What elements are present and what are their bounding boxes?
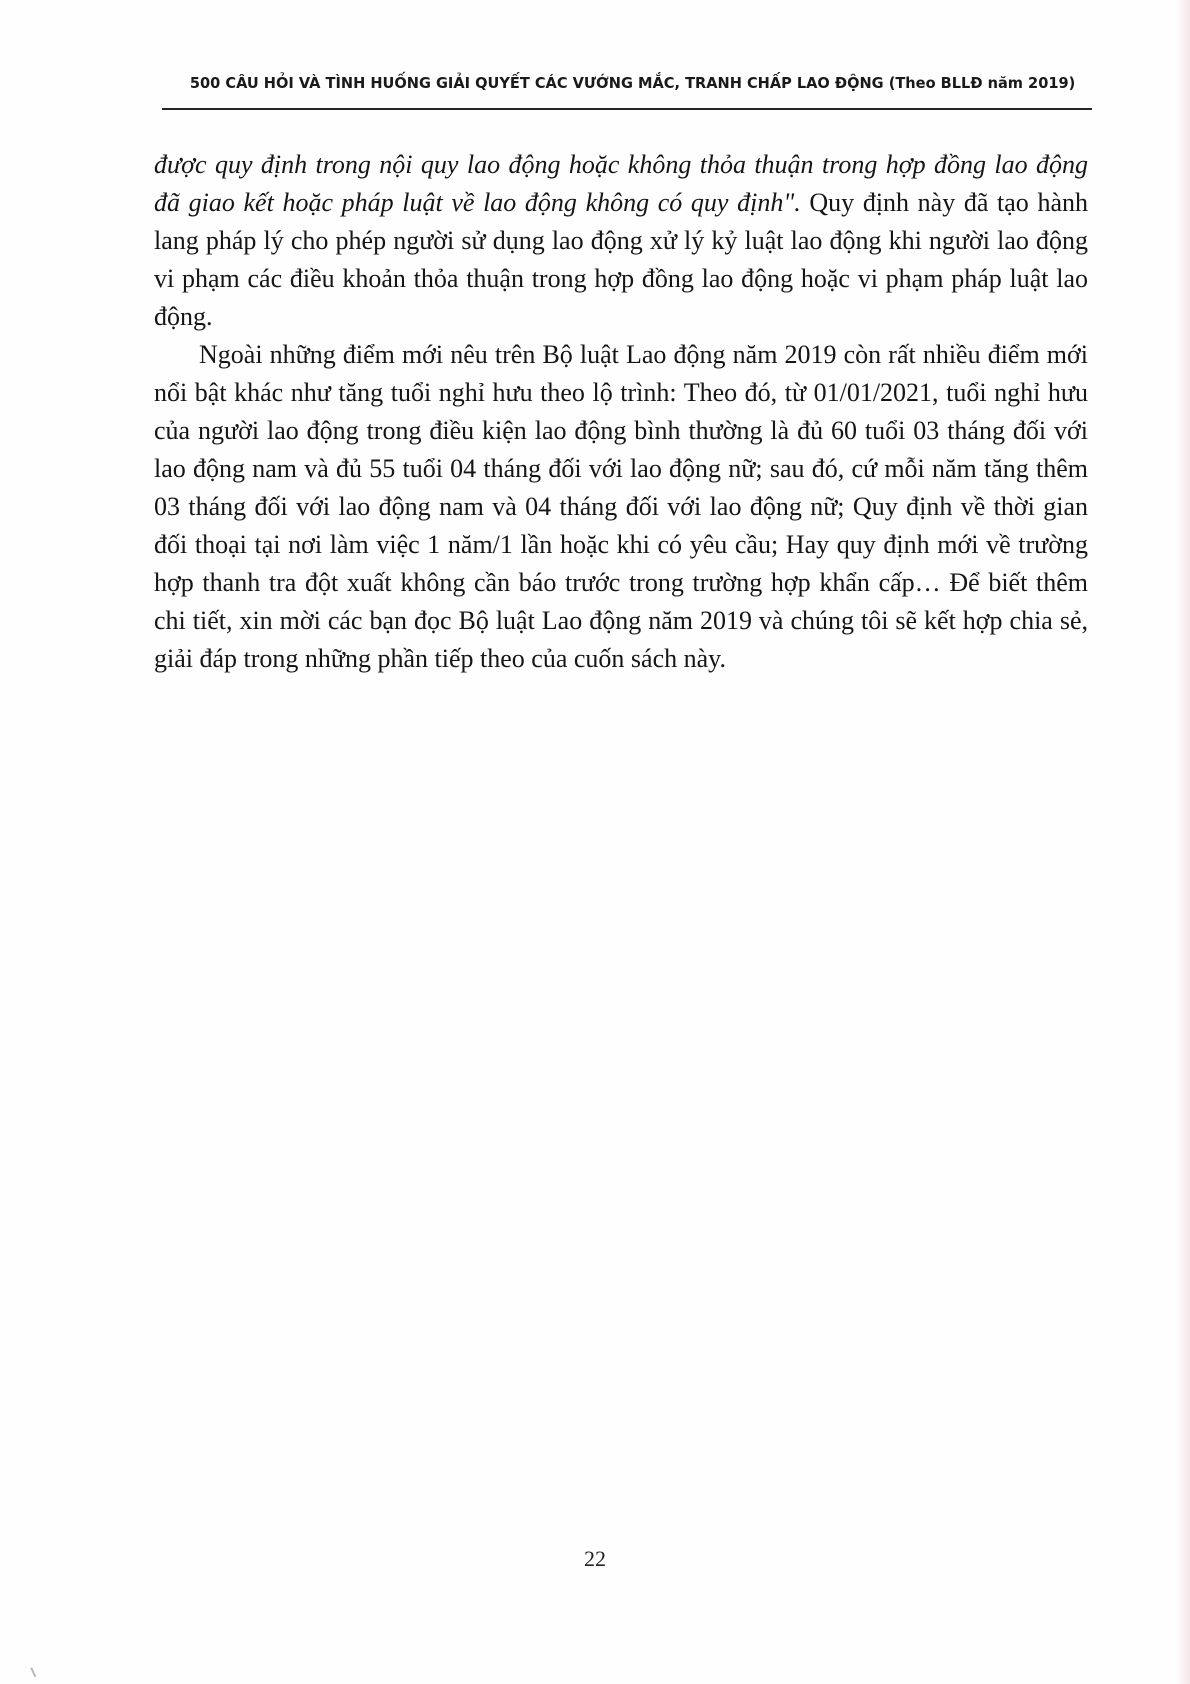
paragraph-2: Ngoài những điểm mới nêu trên Bộ luật Lao động năm 2019 còn rất nhiều điểm mới nổi bật khác như tăng tuổi nghỉ hưu theo lộ trình: Theo đó, từ 01/01/2021, tuổi nghỉ hưu của người lao động trong điều kiện lao động bình thường là đủ 60 tuổi 03 tháng đối với lao động nam và đủ 55 tuổi 04 tháng đối với lao động nữ; sau đó, cứ mỗi năm tăng thêm 03 tháng đối với lao động nam và 04 tháng đối với lao động nữ; Quy định về thời gian đối thoại tại nơi làm việc 1 năm/1 lần hoặc khi có yêu cầu; Hay quy định mới về trường hợp thanh tra đột xuất không cần báo trước trong trường hợp khẩn cấp… Để biết thêm chi tiết, xin mời các bạn đọc Bộ luật Lao động năm 2019 và chúng tôi sẽ kết hợp chia sẻ, giải đáp trong những phần tiếp theo của cuốn sách này. <box>154 340 1088 673</box>
body-text <box>154 146 1088 678</box>
paragraph-1 <box>154 146 1088 336</box>
paragraph-1-quote: được quy định trong nội quy lao động hoặc không thỏa thuận trong hợp đồng lao động đã giao kết hoặc pháp luật về lao động không có quy định". <box>154 150 1088 217</box>
page-number: 22 <box>584 1546 606 1571</box>
paragraph-1-text: Quy định này đã tạo hành lang pháp lý cho phép người sử dụng lao động xử lý kỷ luật lao động khi người lao động vi phạm các điều khoản thỏa thuận trong hợp đồng lao động hoặc vi phạm pháp luật lao động. <box>154 188 1088 331</box>
page-edge-tint <box>1176 0 1190 1684</box>
running-header <box>162 74 1092 114</box>
header-rule <box>162 108 1092 110</box>
header-title: 500 CÂU HỎI VÀ TÌNH HUỐNG GIẢI QUYẾT CÁC VƯỚNG MẮC, TRANH CHẤP LAO ĐỘNG (Theo BLLĐ năm 2019) <box>189 74 1076 92</box>
scan-speck <box>30 1665 41 1677</box>
